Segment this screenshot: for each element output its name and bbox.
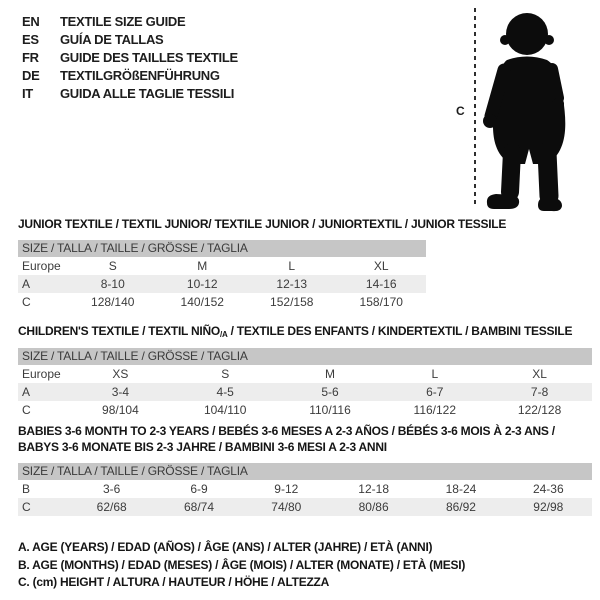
lang-row-fr (22, 49, 238, 67)
lang-title: TEXTILGRÖßENFÜHRUNG (60, 68, 220, 83)
table-cell: 6-9 (190, 482, 208, 496)
table-cell: 80/86 (358, 500, 389, 514)
lang-code: IT (22, 86, 33, 101)
title-subscript: /A (219, 330, 228, 339)
children-table-title (18, 324, 572, 339)
table-cell: 140/152 (180, 295, 224, 309)
babies-title-line1: BABIES 3-6 MONTH TO 2-3 YEARS / BEBÉS 3-6 MESES A 2-3 AÑOS / BÉBÉS 3-6 MOIS À 2-3 ANS / (18, 424, 555, 438)
table-row (18, 365, 592, 383)
legend-line-b: B. AGE (MONTHS) / EDAD (MESES) / ÂGE (MOIS) / ALTER (MONATE) / ETÀ (MESI) (18, 557, 466, 572)
table-cell: 8-10 (100, 277, 125, 291)
row-label: Europe (22, 259, 61, 273)
lang-title: TEXTILE SIZE GUIDE (60, 14, 186, 29)
table-cell: 18-24 (445, 482, 477, 496)
table-cell: M (197, 259, 208, 273)
children-table (18, 348, 592, 419)
table-cell: XL (532, 367, 547, 381)
table-cell: 122/128 (517, 403, 562, 417)
size-header-bar: SIZE / TALLA / TAILLE / GRÖSSE / TAGLIA (18, 240, 426, 257)
row-label: C (22, 295, 31, 309)
table-row (18, 498, 592, 516)
table-cell: 86/92 (445, 500, 476, 514)
lang-row-it (22, 85, 238, 103)
table-row (18, 275, 426, 293)
babies-table-title (18, 423, 555, 455)
measure-label-c: C (456, 104, 465, 118)
table-cell: XL (373, 259, 389, 273)
title-part: / TEXTILE DES ENFANTS / KINDERTEXTIL / BAMBINI TESSILE (227, 324, 573, 338)
size-header-bar: SIZE / TALLA / TAILLE / GRÖSSE / TAGLIA (18, 348, 592, 365)
table-cell: 152/158 (270, 295, 314, 309)
table-cell: 24-36 (532, 482, 564, 496)
legend (18, 539, 465, 592)
table-cell: 3-4 (111, 385, 130, 399)
row-label: C (22, 403, 31, 417)
table-cell: 9-12 (274, 482, 299, 496)
table-cell: 62/68 (96, 500, 127, 514)
table-cell: S (108, 259, 117, 273)
lang-code: EN (22, 14, 40, 29)
height-measure-line (473, 8, 477, 208)
table-cell: XS (112, 367, 129, 381)
table-cell: 12-13 (276, 277, 308, 291)
lang-title: GUIDE DES TAILLES TEXTILE (60, 50, 238, 65)
row-label: B (22, 482, 31, 496)
lang-code: DE (22, 68, 40, 83)
lang-code: ES (22, 32, 39, 47)
lang-row-de (22, 67, 238, 85)
junior-table (18, 240, 426, 311)
table-row (18, 401, 592, 419)
language-list (22, 13, 238, 103)
lang-row-en (22, 13, 238, 31)
table-cell: 116/122 (413, 403, 457, 417)
table-cell: 74/80 (271, 500, 302, 514)
row-label: Europe (22, 367, 61, 381)
table-row (18, 480, 592, 498)
row-label: A (22, 277, 31, 291)
table-cell: 4-5 (216, 385, 234, 399)
table-cell: 12-18 (358, 482, 389, 496)
baby-silhouette-icon (483, 6, 597, 212)
table-cell: M (324, 367, 335, 381)
table-cell: 92/98 (533, 500, 564, 514)
table-cell: 14-16 (365, 277, 397, 291)
table-cell: 3-6 (102, 482, 121, 496)
lang-code: FR (22, 50, 39, 65)
table-cell: S (221, 367, 230, 381)
title-part: CHILDREN'S TEXTILE / TEXTIL NIÑO (18, 324, 220, 338)
table-cell: 68/74 (183, 500, 214, 514)
table-cell: 98/104 (102, 403, 139, 417)
legend-line-a: A. AGE (YEARS) / EDAD (AÑOS) / ÂGE (ANS) / ALTER (JAHRE) / ETÀ (ANNI) (18, 540, 433, 554)
babies-table (18, 463, 592, 516)
lang-row-es (22, 31, 238, 49)
table-cell: 10-12 (186, 277, 218, 291)
table-cell: 158/170 (359, 295, 403, 309)
junior-table-title: JUNIOR TEXTILE / TEXTIL JUNIOR/ TEXTILE JUNIOR / JUNIORTEXTIL / JUNIOR TESSILE (18, 217, 507, 231)
table-cell: 6-7 (426, 385, 444, 399)
table-cell: 128/140 (91, 295, 135, 309)
table-cell: 7-8 (530, 385, 549, 399)
table-cell: 5-6 (321, 385, 339, 399)
table-row (18, 293, 426, 311)
table-row (18, 383, 592, 401)
table-cell: L (288, 259, 296, 273)
lang-title: GUÍA DE TALLAS (60, 32, 164, 47)
table-cell: 110/116 (309, 403, 351, 417)
table-cell: L (431, 367, 439, 381)
legend-line-c: C. (cm) HEIGHT / ALTURA / HAUTEUR / HÖHE / ALTEZZA (18, 575, 330, 589)
table-row (18, 257, 426, 275)
babies-title-line2: BABYS 3-6 MONATE BIS 2-3 JAHRE / BAMBINI 3-6 MESI A 2-3 ANNI (18, 440, 387, 454)
size-header-bar: SIZE / TALLA / TAILLE / GRÖSSE / TAGLIA (18, 463, 592, 480)
table-cell: 104/110 (203, 403, 247, 417)
row-label: A (22, 385, 31, 399)
row-label: C (22, 500, 31, 514)
lang-title: GUIDA ALLE TAGLIE TESSILI (60, 86, 235, 101)
